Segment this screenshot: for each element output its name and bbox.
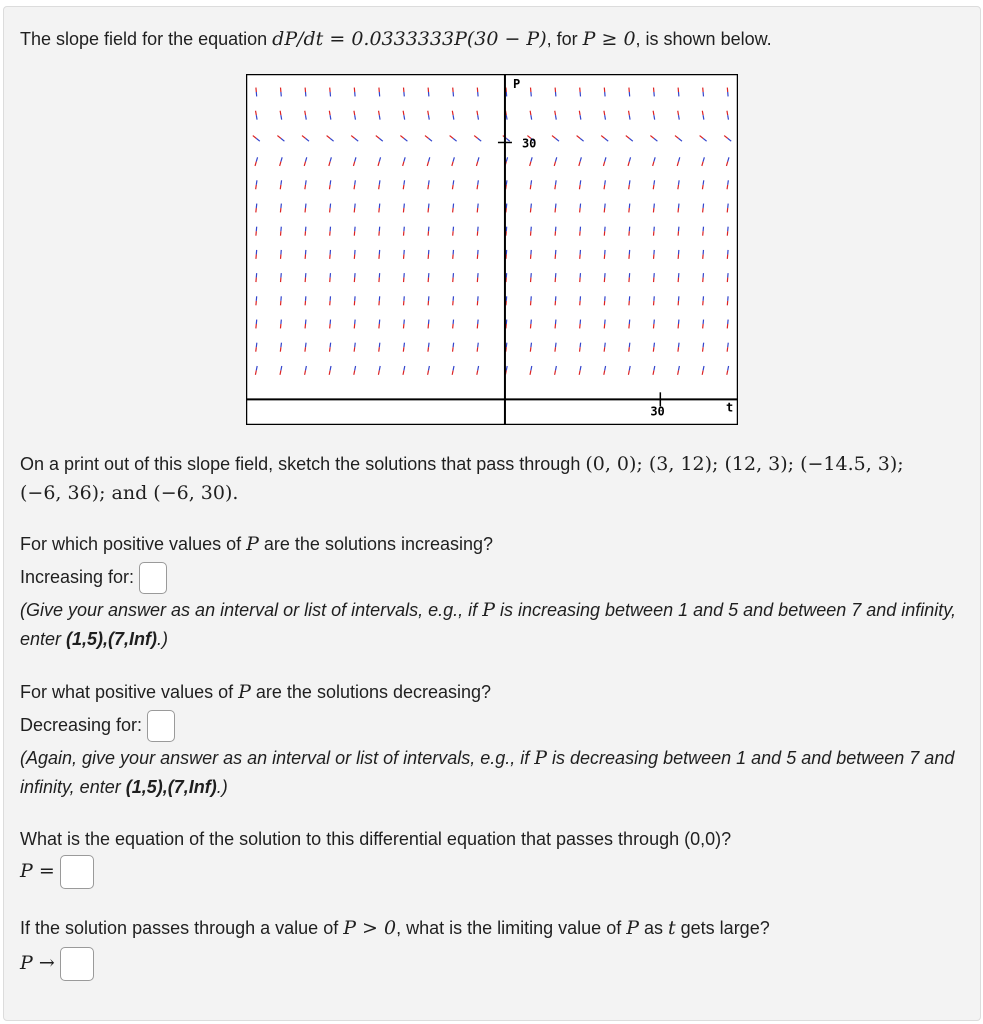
slope-segment-tail (678, 111, 679, 115)
slope-segment-tail (604, 347, 605, 351)
slope-segment-tail (256, 111, 257, 115)
slope-segment-head (330, 115, 331, 119)
intro-text: The slope field for the equation dP/dt = 0.0333333P(30 − P), for P ≥ 0, is shown below. (20, 28, 772, 50)
slope-segment-head (478, 180, 479, 184)
slope-segment-head (478, 343, 479, 347)
slope-segment-tail (280, 185, 281, 189)
sketch-instructions: On a print out of this slope field, sketch the solutions that pass through (0, 0); (3, 12); (12, 3); (−14.5, 3); (20, 453, 904, 475)
slope-segment-tail (305, 185, 306, 189)
slope-segment-head (703, 180, 704, 184)
limiting-value-input[interactable] (60, 947, 94, 981)
slope-segment-head (506, 343, 507, 347)
t-tick-label: 30 (650, 404, 665, 419)
q3-answer-label: P = (20, 860, 55, 882)
slope-segment-head (605, 180, 606, 184)
slope-segment-tail (678, 185, 679, 189)
equation: dP/dt = 0.0333333P(30 − P) (272, 28, 547, 50)
slope-segment-tail (280, 111, 281, 115)
slope-segment-head (330, 180, 331, 184)
increasing-answer-input[interactable] (139, 562, 167, 594)
slope-segment-tail (629, 111, 630, 115)
slope-segment-tail (579, 111, 580, 115)
slope-segment-tail (727, 185, 728, 189)
q2-answer-row (20, 709, 175, 742)
slope-segment-tail (428, 185, 429, 189)
slope-segment-head (556, 180, 557, 184)
slope-segment-tail (555, 185, 556, 189)
p-axis-label: P (512, 77, 521, 91)
slope-segment-tail (379, 111, 380, 115)
slope-segment-head (404, 343, 405, 347)
slope-segment-tail (727, 347, 728, 351)
slope-segment-head (580, 343, 581, 347)
sketch-instructions-cont (20, 481, 238, 505)
slope-segment-head (453, 180, 454, 184)
slope-segment-tail (653, 347, 654, 351)
slope-segment-tail (653, 185, 654, 189)
slope-segment-head (281, 343, 282, 347)
slope-segment-tail (354, 185, 355, 189)
slope-segment-head (728, 115, 729, 119)
q4-answer-label: P → (20, 952, 55, 974)
slope-segment-head (580, 115, 581, 119)
q3-answer-row (20, 854, 94, 889)
p-tick-label: 30 (521, 136, 537, 151)
slope-segment-tail (629, 347, 630, 351)
slope-segment-tail (280, 347, 281, 351)
slope-segment-head (556, 343, 557, 347)
slope-segment-head (256, 343, 257, 347)
slope-segment-head (404, 115, 405, 119)
slope-segment-tail (530, 111, 531, 115)
slope-segment-head (556, 115, 557, 119)
q1-answer-row (20, 561, 167, 594)
slope-segment-head (728, 180, 729, 184)
t-axis-label: t (726, 400, 734, 415)
solution-equation-input[interactable] (60, 855, 94, 889)
slope-segment-head (679, 180, 680, 184)
slope-segment-tail (653, 111, 654, 115)
slope-segment-head (256, 115, 257, 119)
slope-segment-tail (403, 185, 404, 189)
slope-segment-tail (530, 185, 531, 189)
slope-segment-tail (403, 347, 404, 351)
slope-segment-head (654, 180, 655, 184)
slope-segment-tail (555, 347, 556, 351)
slope-segment-head (429, 115, 430, 119)
q4-question: If the solution passes through a value of P > 0, what is the limiting value of P as t gets large? (20, 917, 770, 939)
slope-segment-head (531, 180, 532, 184)
slope-segment-head (580, 180, 581, 184)
slope-segment-tail (379, 347, 380, 351)
slope-segment-head (306, 343, 307, 347)
slope-segment-head (429, 343, 430, 347)
slope-segment-head (629, 180, 630, 184)
decreasing-answer-input[interactable] (147, 710, 175, 742)
slope-segment-tail (452, 185, 453, 189)
slope-segment-head (531, 115, 532, 119)
slope-segment-head (429, 180, 430, 184)
slope-segment-head (379, 115, 380, 119)
slope-segment-tail (329, 185, 330, 189)
slope-segment-head (703, 115, 704, 119)
slope-segment-tail (453, 347, 454, 351)
slope-segment-tail (428, 347, 429, 351)
slope-segment-head (654, 115, 655, 119)
slope-segment-tail (379, 185, 380, 189)
slope-segment-head (379, 343, 380, 347)
slope-segment-head (629, 115, 630, 119)
slope-segment-head (281, 115, 282, 119)
slope-segment-head (679, 343, 680, 347)
slope-segment-tail (256, 347, 257, 351)
slope-segment-head (330, 343, 331, 347)
slope-segment-tail (329, 111, 330, 115)
slope-segment-tail (428, 111, 429, 115)
slope-segment-head (629, 343, 630, 347)
slope-segment-head (506, 180, 507, 184)
slope-segment-head (654, 343, 655, 347)
slope-segment-tail (579, 185, 580, 189)
slope-segment-head (355, 180, 356, 184)
q1-label: Increasing for: (20, 567, 135, 587)
points-list-1: (0, 0); (3, 12); (12, 3); (−14.5, 3); (585, 453, 904, 475)
q2-label: Decreasing for: (20, 715, 143, 735)
slope-segment-tail (727, 111, 728, 115)
slope-segment-head (453, 343, 454, 347)
slope-segment-head (256, 180, 257, 184)
slope-segment-head (306, 180, 307, 184)
slope-segment-tail (452, 111, 453, 115)
slope-segment-tail (330, 347, 331, 351)
slope-segment-head (355, 343, 356, 347)
slope-segment-tail (530, 347, 531, 351)
slope-segment-head (453, 115, 454, 119)
slope-segment-tail (555, 111, 556, 115)
slope-segment-head (605, 343, 606, 347)
slope-segment-tail (703, 347, 704, 351)
slope-segment-tail (477, 185, 478, 189)
slope-segment-tail (604, 111, 605, 115)
points-list-2: (−6, 36); and (−6, 30). (20, 482, 239, 504)
plot-frame (247, 75, 738, 425)
slope-field-plot (246, 74, 738, 425)
slope-segment-tail (580, 347, 581, 351)
q1-question: For which positive values of P are the solutions increasing? (20, 533, 494, 555)
slope-segment-tail (629, 185, 630, 189)
slope-segment-tail (354, 111, 355, 115)
slope-segment-tail (702, 185, 703, 189)
slope-segment-head (679, 115, 680, 119)
slope-segment-tail (256, 185, 257, 189)
slope-segment-head (281, 180, 282, 184)
slope-segment-head (478, 115, 479, 119)
q3-question: What is the equation of the solution to this differential equation that passes through (0,0)? (20, 829, 732, 849)
slope-segment-tail (354, 347, 355, 351)
condition: P ≥ 0 (582, 28, 636, 50)
q2-hint: (Again, give your answer as an interval or list of intervals, e.g., if P is decreasing between 1 and 5 and between 7 and infinity, enter (1,5),(7,Inf).) (20, 747, 955, 797)
q2-question: For what positive values of P are the solutions decreasing? (20, 681, 492, 703)
slope-segment-head (379, 180, 380, 184)
slope-segment-head (355, 115, 356, 119)
slope-segment-tail (477, 111, 478, 115)
slope-segment-tail (305, 111, 306, 115)
slope-segment-head (404, 180, 405, 184)
slope-segment-tail (702, 111, 703, 115)
q1-hint: (Give your answer as an interval or list of intervals, e.g., if P is increasing between 1 and 5 and between 7 and infinity, enter (1,5),(7,Inf).) (20, 599, 956, 649)
slope-segment-tail (305, 347, 306, 351)
q4-answer-row (20, 946, 94, 981)
slope-segment-tail (678, 347, 679, 351)
slope-segment-tail (477, 347, 478, 351)
slope-segment-head (306, 115, 307, 119)
slope-segment-head (605, 115, 606, 119)
slope-segment-head (728, 343, 729, 347)
slope-segment-head (531, 343, 532, 347)
slope-segment-tail (604, 185, 605, 189)
slope-segment-head (703, 343, 704, 347)
slope-segment-head (506, 115, 507, 119)
slope-segment-tail (403, 111, 404, 115)
